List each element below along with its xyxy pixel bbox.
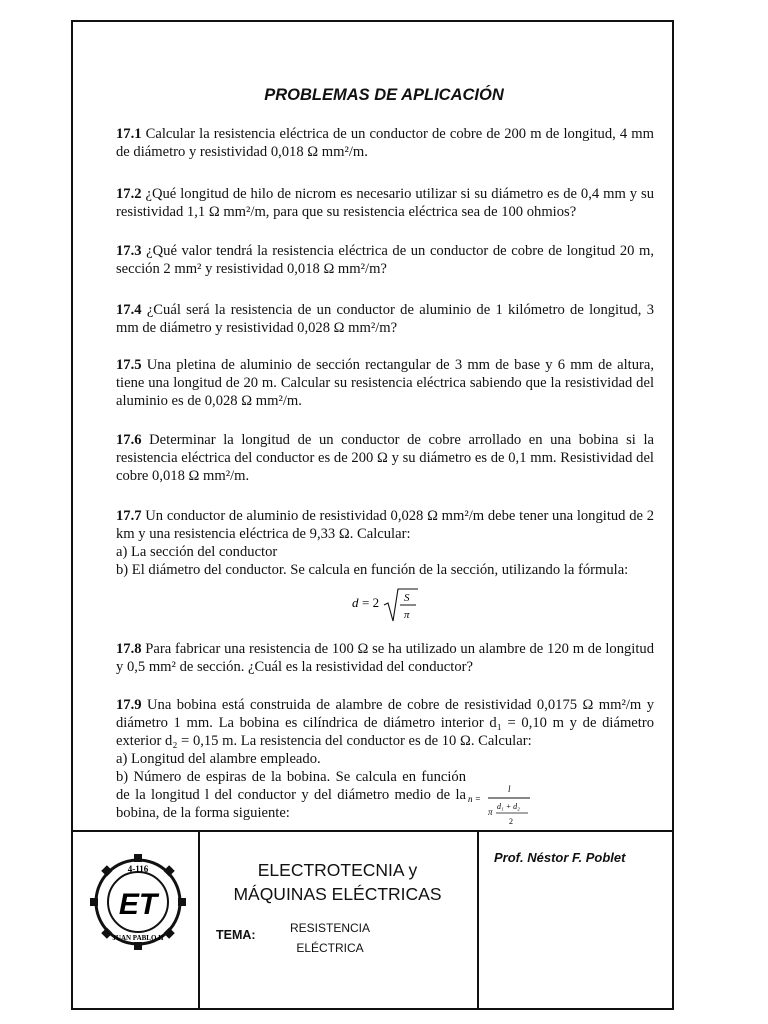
problem-17-8 (116, 640, 654, 676)
logo-initials: ET (118, 888, 158, 921)
formula-numerator: S (404, 592, 410, 604)
problem-text: Un conductor de aluminio de resistividad 0,028 Ω mm²/m debe tener una longitud de 2 km y una resistencia eléctrica de 9,33 Ω. Calcular: (116, 508, 654, 542)
footer-column-divider (198, 830, 200, 1010)
problem-item: b) Número de espiras de la bobina. Se calcula en función de la longitud l del conductor y del diámetro medio de la bobina, de la forma siguiente: (116, 769, 466, 821)
problem-number: 17.2 (116, 186, 142, 202)
subject-line: MÁQUINAS ELÉCTRICAS (233, 884, 442, 904)
diameter-formula (338, 585, 428, 625)
formula-den-top: d₁ + d₂ (497, 802, 520, 811)
problem-text: Calcular la resistencia eléctrica de un conductor de cobre de 200 m de longitud, 4 mm de diámetro y resistividad 0,018 Ω mm²/m. (116, 126, 654, 160)
problem-number: 17.9 (116, 697, 142, 713)
problem-17-9 (116, 696, 654, 822)
footer-column-divider (477, 830, 479, 1010)
formula-numerator: l (508, 784, 511, 794)
problem-text: Determinar la longitud de un conductor de cobre arrollado en una bobina si la resistencia eléctrica del conductor es de 200 Ω y su diámetro es de 0,1 mm. Resistividad del cobre 0,018 Ω mm²/m. (116, 432, 654, 484)
turns-formula (468, 782, 538, 830)
problem-17-1 (116, 125, 654, 161)
problem-17-4 (116, 301, 654, 337)
formula-denominator: π (404, 609, 410, 621)
topic-value (280, 918, 380, 958)
problem-text: Una pletina de aluminio de sección rectangular de 3 mm de base y 6 mm de altura, tiene una longitud de 20 m. Calcular su resistencia eléctrica sabiendo que la resistividad del aluminio es de 0,028 Ω mm²/m. (116, 357, 654, 409)
formula-lhs: d (352, 595, 359, 610)
formula-den-bottom: 2 (509, 817, 513, 826)
problem-number: 17.3 (116, 243, 142, 259)
topic-line: ELÉCTRICA (296, 941, 364, 955)
school-logo (88, 852, 188, 952)
problem-item: a) La sección del conductor (116, 544, 278, 560)
problem-17-2 (116, 185, 654, 221)
formula-lhs: n = (468, 794, 481, 804)
problem-17-5 (116, 356, 654, 410)
page-title: PROBLEMAS DE APLICACIÓN (264, 86, 504, 104)
problem-text: Para fabricar una resistencia de 100 Ω se ha utilizado un alambre de 120 m de longitud y 0,5 mm² de sección. ¿Cuál es la resistividad del conductor? (116, 641, 654, 675)
problem-number: 17.4 (116, 302, 142, 318)
problem-17-7 (116, 507, 654, 579)
topic-label: TEMA: (216, 928, 256, 942)
formula-pi: π (488, 807, 493, 817)
problem-17-6 (116, 431, 654, 485)
problem-item: b) El diámetro del conductor. Se calcula en función de la sección, utilizando la fórmula: (116, 562, 629, 578)
subject-name (200, 858, 475, 906)
problem-number: 17.5 (116, 357, 142, 373)
footer-divider (71, 830, 674, 832)
logo-school-name: JUAN PABLO II (112, 934, 164, 942)
problem-text: ¿Cuál será la resistencia de un conductor de aluminio de 1 kilómetro de longitud, 3 mm de diámetro y resistividad 0,028 Ω mm²/m? (116, 302, 654, 336)
problem-text: Una bobina está construida de alambre de cobre de resistividad 0,0175 Ω mm²/m y diámetro 1 mm. La bobina es cilíndrica de diámetro interior d₁ = 0,10 m y de diámetro exterior d₂ = 0,15 m. La resistencia del conductor es de 10 Ω. Calcular: (116, 697, 654, 749)
problem-text: ¿Qué valor tendrá la resistencia eléctrica de un conductor de cobre de longitud 20 m, sección 2 mm² y resistividad 0,018 Ω mm²/m? (116, 243, 654, 277)
problem-number: 17.8 (116, 641, 142, 657)
problem-item: a) Longitud del alambre empleado. (116, 751, 321, 767)
subject-line: ELECTROTECNIA y (257, 860, 418, 880)
logo-number: 4-116 (127, 864, 149, 874)
problem-17-3 (116, 242, 654, 278)
problem-number: 17.6 (116, 432, 142, 448)
professor-name: Prof. Néstor F. Poblet (494, 850, 626, 865)
problem-number: 17.1 (116, 126, 142, 142)
topic-line: RESISTENCIA (289, 921, 370, 935)
problem-text: ¿Qué longitud de hilo de nicrom es necesario utilizar si su diámetro es de 0,4 mm y su resistividad 1,1 Ω mm²/m, para que su resistencia eléctrica sea de 100 ohmios? (116, 186, 654, 220)
formula-eq: = 2 (362, 595, 380, 610)
problem-number: 17.7 (116, 508, 142, 524)
